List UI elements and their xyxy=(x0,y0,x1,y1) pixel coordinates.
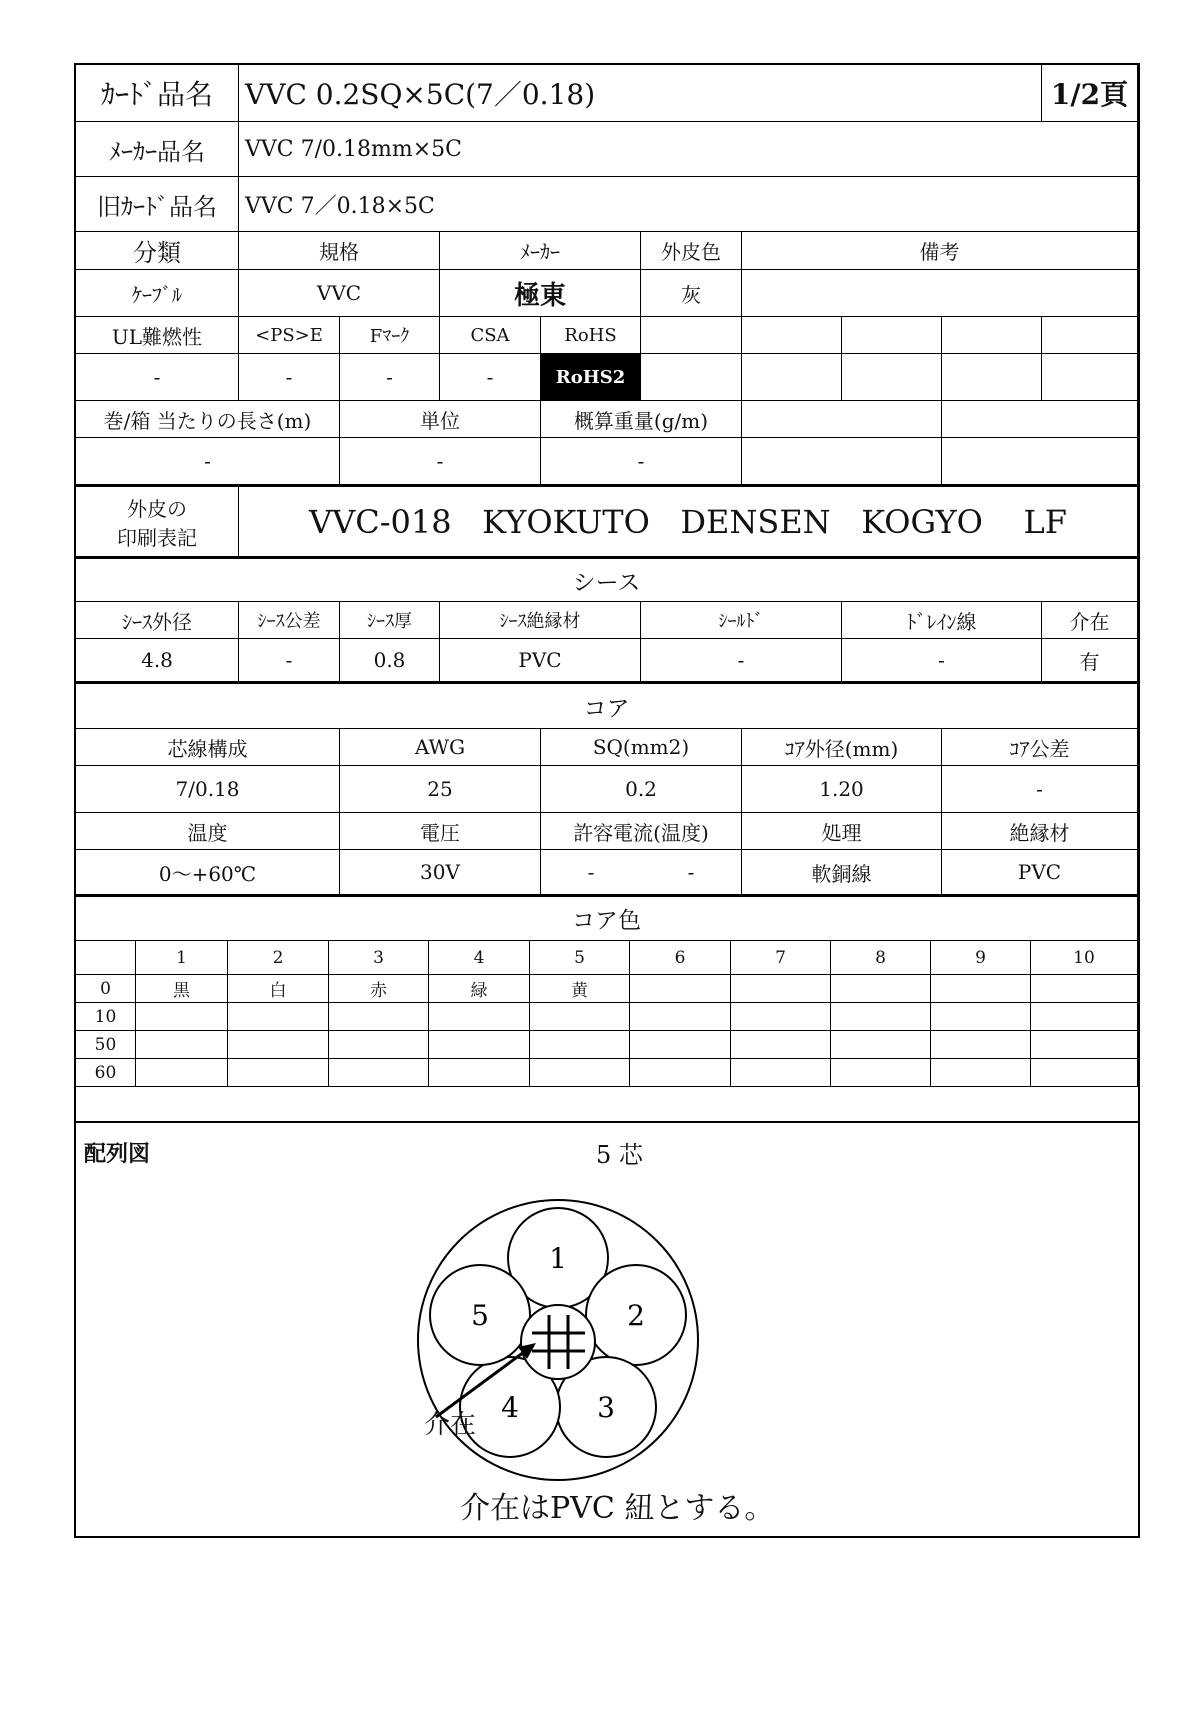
unit-value: - xyxy=(340,438,541,485)
sheath-section-title: シース xyxy=(76,559,1138,602)
print-marking-label-line1: 外皮の xyxy=(127,496,187,521)
treatment-header: 処理 xyxy=(742,813,942,850)
old-card-name-value: VVC 7／0.18×5C xyxy=(239,177,1138,232)
allowable-current-value-a: - xyxy=(587,860,595,884)
color-cell xyxy=(228,1031,329,1059)
color-column-header: 2 xyxy=(228,941,329,975)
color-cell: 緑 xyxy=(429,975,530,1003)
color-cell xyxy=(931,1059,1031,1087)
awg-value: 25 xyxy=(340,766,541,813)
voltage-value: 30V xyxy=(340,850,541,895)
drain-wire-header: ﾄﾞﾚｲﾝ線 xyxy=(842,602,1042,639)
blank-cell xyxy=(942,438,1138,485)
maker-value: 極東 xyxy=(440,270,641,317)
core-number-4: 4 xyxy=(501,1391,519,1424)
core-number-3: 3 xyxy=(597,1391,615,1424)
color-cell xyxy=(329,1031,429,1059)
core-od-header: ｺｱ外径(mm) xyxy=(742,729,942,766)
core-number-2: 2 xyxy=(627,1299,645,1332)
conductor-construction-value: 7/0.18 xyxy=(76,766,340,813)
color-cell xyxy=(931,1003,1031,1031)
color-cell xyxy=(136,1059,228,1087)
sheath-thickness-value: 0.8 xyxy=(340,639,440,682)
color-cell xyxy=(329,1003,429,1031)
filler-note: 介在はPVC 紐とする。 xyxy=(460,1491,775,1526)
filler-circle xyxy=(521,1305,595,1379)
color-column-header: 1 xyxy=(136,941,228,975)
blank-cell xyxy=(842,354,942,401)
color-column-header: 6 xyxy=(630,941,731,975)
filler-header: 介在 xyxy=(1042,602,1138,639)
temperature-value: 0～+60℃ xyxy=(76,850,340,895)
color-cell xyxy=(831,1059,931,1087)
core-number-5: 5 xyxy=(471,1299,489,1332)
print-marking-label xyxy=(76,487,239,557)
diagram-title: 配列図 xyxy=(84,1142,151,1167)
color-cell xyxy=(731,1031,831,1059)
maker-name-label: ﾒｰｶｰ品名 xyxy=(76,122,239,177)
card-name-label: ｶｰﾄﾞ品名 xyxy=(76,65,239,122)
core-od-value: 1.20 xyxy=(742,766,942,813)
sq-value: 0.2 xyxy=(541,766,742,813)
color-cell xyxy=(731,975,831,1003)
sheath-od-header: ｼｰｽ外径 xyxy=(76,602,239,639)
insulation-value: PVC xyxy=(942,850,1138,895)
color-cell xyxy=(731,1059,831,1087)
color-row-label: 50 xyxy=(76,1031,136,1059)
ul-value: - xyxy=(76,354,239,401)
color-cell xyxy=(630,1059,731,1087)
page-number: 1/2頁 xyxy=(1042,65,1138,122)
awg-header: AWG xyxy=(340,729,541,766)
print-marking-label-line2: 印刷表記 xyxy=(117,525,197,550)
color-column-header: 8 xyxy=(831,941,931,975)
classification-value: ｹｰﾌﾞﾙ xyxy=(76,270,239,317)
color-column-header: 9 xyxy=(931,941,1031,975)
print-marking-value: VVC-018 KYOKUTO DENSEN KOGYO LF xyxy=(239,487,1138,557)
color-cell xyxy=(1031,1031,1138,1059)
core-section-title: コア xyxy=(76,684,1138,729)
standard-header: 規格 xyxy=(239,232,440,270)
old-card-name-label: 旧ｶｰﾄﾞ品名 xyxy=(76,177,239,232)
blank-cell xyxy=(742,317,842,354)
core-tolerance-value: - xyxy=(942,766,1138,813)
sq-header: SQ(mm2) xyxy=(541,729,742,766)
color-column-header: 4 xyxy=(429,941,530,975)
classification-header: 分類 xyxy=(76,232,239,270)
voltage-header: 電圧 xyxy=(340,813,541,850)
color-cell xyxy=(831,1003,931,1031)
blank-cell xyxy=(742,438,942,485)
allowable-current-value-b: - xyxy=(687,860,695,884)
color-cell xyxy=(931,975,1031,1003)
rohs-header: RoHS xyxy=(541,317,641,354)
core-color-section-title: コア色 xyxy=(76,897,1138,941)
remarks-header: 備考 xyxy=(742,232,1138,270)
sheath-tolerance-header: ｼｰｽ公差 xyxy=(239,602,340,639)
color-cell: 黒 xyxy=(136,975,228,1003)
color-cell xyxy=(731,1003,831,1031)
color-cell: 黄 xyxy=(530,975,630,1003)
treatment-value: 軟銅線 xyxy=(742,850,942,895)
color-column-header: 7 xyxy=(731,941,831,975)
insulation-header: 絶縁材 xyxy=(942,813,1138,850)
blank-cell xyxy=(641,354,742,401)
shield-header: ｼｰﾙﾄﾞ xyxy=(641,602,842,639)
sheath-od-value: 4.8 xyxy=(76,639,239,682)
color-cell xyxy=(329,1059,429,1087)
core-tolerance-header: ｺｱ公差 xyxy=(942,729,1138,766)
divider xyxy=(76,1121,1138,1123)
color-cell xyxy=(831,975,931,1003)
weight-value: - xyxy=(541,438,742,485)
color-cell xyxy=(228,1059,329,1087)
color-cell xyxy=(429,1031,530,1059)
temperature-header: 温度 xyxy=(76,813,340,850)
blank-cell xyxy=(842,317,942,354)
color-cell xyxy=(136,1031,228,1059)
color-row-label: 10 xyxy=(76,1003,136,1031)
color-cell: 白 xyxy=(228,975,329,1003)
color-cell xyxy=(1031,1059,1138,1087)
color-cell xyxy=(530,1031,630,1059)
color-cell xyxy=(530,1003,630,1031)
blank-cell xyxy=(942,317,1042,354)
sheath-insulation-value: PVC xyxy=(440,639,641,682)
f-mark-header: Fﾏｰｸ xyxy=(340,317,440,354)
color-cell xyxy=(831,1031,931,1059)
csa-value: - xyxy=(440,354,541,401)
color-row-label: 60 xyxy=(76,1059,136,1087)
shield-value: - xyxy=(641,639,842,682)
card-name-value: VVC 0.2SQ×5C(7／0.18) xyxy=(239,65,1042,122)
sheath-insulation-header: ｼｰｽ絶縁材 xyxy=(440,602,641,639)
color-cell xyxy=(630,975,731,1003)
length-per-reel-header: 巻/箱 当たりの長さ(m) xyxy=(76,401,340,438)
core-count: 5 芯 xyxy=(596,1141,643,1169)
standard-value: VVC xyxy=(239,270,440,317)
remarks-value xyxy=(742,270,1138,317)
color-cell xyxy=(429,1059,530,1087)
maker-header: ﾒｰｶｰ xyxy=(440,232,641,270)
maker-name-value: VVC 7/0.18mm×5C xyxy=(239,122,1138,177)
unit-header: 単位 xyxy=(340,401,541,438)
color-cell xyxy=(136,1003,228,1031)
color-row-label: 0 xyxy=(76,975,136,1003)
blank-cell xyxy=(641,317,742,354)
ul-header: UL難燃性 xyxy=(76,317,239,354)
sheath-color-value: 灰 xyxy=(641,270,742,317)
sheath-tolerance-value: - xyxy=(239,639,340,682)
sheath-color-header: 外皮色 xyxy=(641,232,742,270)
color-column-header: 5 xyxy=(530,941,630,975)
color-column-header: 10 xyxy=(1031,941,1138,975)
blank-cell xyxy=(1042,317,1138,354)
pse-header: <PS>E xyxy=(239,317,340,354)
blank-cell xyxy=(742,401,942,438)
color-corner-cell xyxy=(76,941,136,975)
color-cell xyxy=(931,1031,1031,1059)
rohs-value: RoHS2 xyxy=(541,354,641,401)
blank-cell xyxy=(1042,354,1138,401)
length-per-reel-value: - xyxy=(76,438,340,485)
filler-label: 介在 xyxy=(424,1410,477,1440)
spec-sheet xyxy=(74,63,1140,1538)
color-cell xyxy=(630,1003,731,1031)
conductor-construction-header: 芯線構成 xyxy=(76,729,340,766)
blank-cell xyxy=(942,401,1138,438)
csa-header: CSA xyxy=(440,317,541,354)
color-cell xyxy=(228,1003,329,1031)
color-column-header: 3 xyxy=(329,941,429,975)
allowable-current-header: 許容電流(温度) xyxy=(541,813,742,850)
color-cell xyxy=(530,1059,630,1087)
weight-header: 概算重量(g/m) xyxy=(541,401,742,438)
color-cell: 赤 xyxy=(329,975,429,1003)
color-cell xyxy=(1031,975,1138,1003)
blank-cell xyxy=(942,354,1042,401)
allowable-current-value xyxy=(541,850,742,895)
drain-wire-value: - xyxy=(842,639,1042,682)
blank-cell xyxy=(742,354,842,401)
pse-value: - xyxy=(239,354,340,401)
color-cell xyxy=(429,1003,530,1031)
sheath-thickness-header: ｼｰｽ厚 xyxy=(340,602,440,639)
color-cell xyxy=(630,1031,731,1059)
f-mark-value: - xyxy=(340,354,440,401)
filler-value: 有 xyxy=(1042,639,1138,682)
color-cell xyxy=(1031,1003,1138,1031)
core-number-1: 1 xyxy=(549,1242,567,1275)
